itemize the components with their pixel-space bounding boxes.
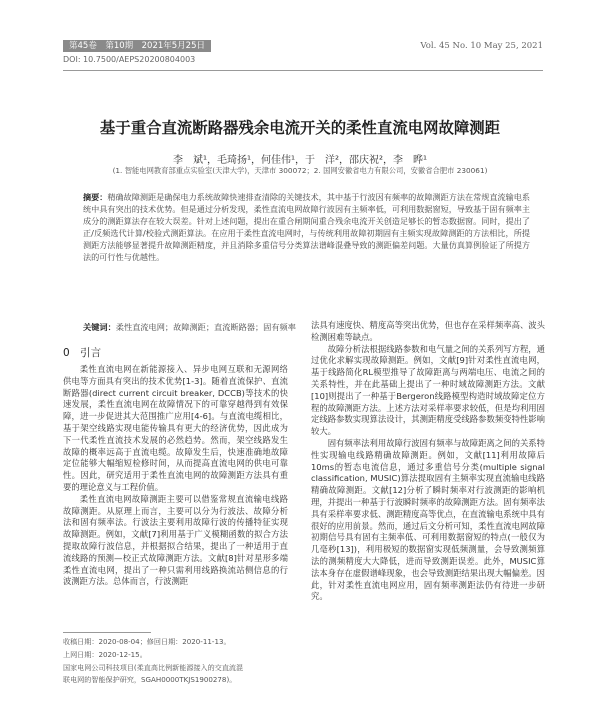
right-column xyxy=(311,320,545,603)
footnote-funding-cont: 联电网的智能保护研究，SGAH0000TKJS1900278)。 xyxy=(63,675,237,684)
paragraph: 故障分析法根据线路参数和电气量之间的关系列写方程，通过优化求解实现故障测距。例如，文献[9]针对柔性直流电网，基于线路简化RL模型推导了故障距离与两端电压、电流之间的关系特性，并在此基础上提出了一种时域故障测距方法。文献[10]则提出了一种基于Bergeron线路模型构造时域故障定位方程的故障测距方法。上述方法对采样率要求较低，但是均利用固定线路参数实现算法设计，其测距精度受线路参数频变特性影响较大。 xyxy=(311,343,545,437)
issue-bar: 第45卷 第10期 2021年5月25日 xyxy=(63,40,211,52)
section-heading: 0 引言 xyxy=(63,347,102,359)
keywords-label: 关键词： xyxy=(83,322,116,332)
footnote-funding: 国家电网公司科技项目(柔直高比例新能源接入的交直流混 xyxy=(63,663,244,672)
volume-info: Vol. 45 No. 10 May 25, 2021 xyxy=(420,41,543,51)
journal-header xyxy=(63,40,543,66)
left-column xyxy=(63,364,288,588)
abstract-label: 摘要： xyxy=(83,192,108,202)
paragraph: 柔性直流电网在新能源接入、异步电网互联和无源网络供电等方面具有突出的技术优势[1-3]。随着直流保护、直流断路器(direct current circuit breaker, DCCB)等技术的快速发展，柔性直流电网在故障情况下的可靠穿越得到有效保障，进一步促进其大范围推广应用[4-6]。与直流电缆相比，基于架空线路实现电能传输具有更大的经济优势，因此成为下一代柔性直流技术发展的必然趋势。然而，架空线路发生故障的概率远高于直流电缆。故障发生后，快速准确地故障定位能够大幅缩短检修时间，从而提高直流电网的供电可靠性。因此，研究适用于柔性直流电网的故障测距方法具有重要的理论意义与工程价值。 xyxy=(63,364,288,492)
authors: 李 斌¹，毛琦扬¹，何佳伟¹，于 洋²，邵庆祝²，李 晔¹ xyxy=(172,155,428,166)
footnote-received: 收稿日期：2020-08-04；修回日期：2020-11-13。 xyxy=(63,637,231,646)
keywords-text: 柔性直流电网；故障测距；直流断路器；固有频率 xyxy=(115,322,296,332)
affiliation: (1. 智能电网教育部重点实验室(天津大学)，天津市 300072；2. 国网安徽省电力有限公司，安徽省合肥市 230061) xyxy=(112,166,488,175)
paragraph: 固有频率法利用故障行波固有频率与故障距离之间的关系特性实现输电线路精确故障测距。例如，文献[11]利用故障后10ms的暂态电流信息，通过多重信号分类(multiple signal classification, MUSIC)算法提取固有主频率实现直流输电线路精确故障测距。文献[12]分析了瞬时频率对行波测距的影响机理，并提出一种基于行波瞬时频率的故障测距方法。固有频率法具有采样率要求低、测距精度高等优点，在直流输电系统中具有很好的应用前景。然而，通过后文分析可知，柔性直流电网故障初期信号具有固有主频率低、可利用数据窗短的特点(一般仅为几毫秒[13])，利用极短的数据窗实现低频测量，会导致测频算法的测频精度大大降低，进而导致测距误差。此外，MUSIC算法本身存在虚假谱峰现象，也会导致测距结果出现大幅偏差。因此，针对柔性直流电网应用，固有频率测距法仍有待进一步研究。 xyxy=(311,437,545,602)
doi: DOI: 10.7500/AEPS20200804003 xyxy=(63,55,196,64)
paragraph-continued: 法具有速度快、精度高等突出优势，但也存在采样频率高、波头检测困难等缺点。 xyxy=(311,320,545,342)
abstract xyxy=(83,191,530,263)
paper-title: 基于重合直流断路器残余电流开关的柔性直流电网故障测距 xyxy=(99,119,501,137)
header-divider xyxy=(63,70,543,71)
footnote-online: 上网日期：2020-12-15。 xyxy=(63,650,147,659)
footnote-divider xyxy=(63,632,151,633)
abstract-text: 精确故障测距是确保电力系统故障快速排查清除的关键技术，其中基于行波因有频率的故障测距方法在常规直流输电系统中具有突出的技术优势。但是通过分析发现，柔性直流电网故障行波因有主频率低，可利用数据窗短，导致基于固有频率主成分的测距算法存在较大误差。针对上述问题，提出在重合闸期间重合残余电流开关创造足够长的暂态数据窗。同时，提出了正/反频选代计算/校验式测距算法。在应用于柔性直流电网时，与传统利用故障初期固有主频实现故障测距的方法相比，所提测距方法能够显著提升故障测距精度，并且消除多重信号分类算法谱峰混叠导致的测距偏差问题。大量仿真算例验证了所提方法的可行性与优越性。 xyxy=(83,192,530,262)
paragraph: 柔性直流电网故障测距主要可以借鉴常规直流输电线路故障测距。从原理上而言，主要可以分为行波法、故障分析法和固有频率法。行波法主要利用故障行波的传播特征实现故障测距。例如，文献[7]利用基于广义模糊函数的拟合方法提取故障行波信息，并根据拟合结果，提出了一种适用于直流线路的预测—校正式故障测距方法。文献[8]针对星形多端柔性直流电网，提出了一种只需利用线路换流站侧信息的行波测距方法。总体而言，行波测距 xyxy=(63,493,288,587)
